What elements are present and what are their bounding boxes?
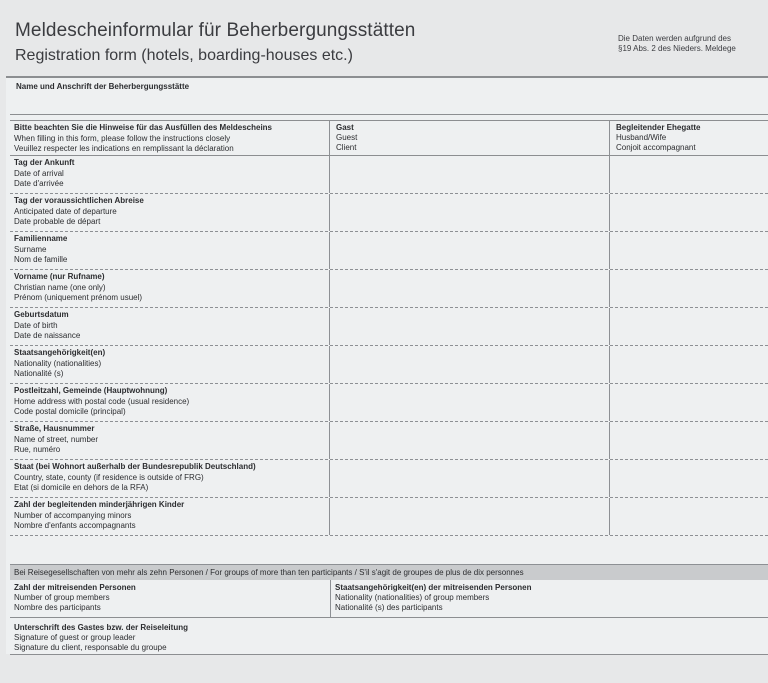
guest-entry-cell[interactable]: [330, 308, 610, 345]
group-count-en: Number of group members: [14, 593, 110, 602]
field-label-fr: Prénom (uniquement prénom usuel): [14, 293, 143, 302]
guest-entry-cell[interactable]: [330, 232, 610, 269]
signature-fr: Signature du client, responsable du groupe: [14, 643, 167, 652]
instructions-fr: Veuillez respecter les indications en remplissant la déclaration: [14, 144, 234, 153]
field-label-fr: Nombre d'enfants accompagnants: [14, 521, 136, 530]
establishment-label: Name und Anschrift der Beherbergungsstätte: [16, 82, 190, 91]
guest-de: Gast: [336, 123, 354, 132]
group-nationality-en: Nationality (nationalities) of group members: [335, 593, 490, 602]
field-label: [10, 346, 330, 383]
group-nationality-de: Staatsangehörigkeit(en) der mitreisenden Personen: [335, 583, 532, 592]
field-label-fr: Nom de famille: [14, 255, 68, 264]
table-row: [10, 498, 768, 536]
table-row: [10, 422, 768, 460]
field-label-fr: Nationalité (s): [14, 369, 64, 378]
group-nationality-fr: Nationalité (s) des participants: [335, 603, 443, 612]
field-label-fr: Rue, numéro: [14, 445, 61, 454]
guest-fr: Client: [336, 143, 357, 152]
field-label-fr: Etat (si domicile en dehors de la RFA): [14, 483, 149, 492]
spouse-de: Begleitender Ehegatte: [616, 123, 701, 132]
field-label: [10, 232, 330, 269]
guest-en: Guest: [336, 133, 358, 142]
group-count-de: Zahl der mitreisenden Personen: [14, 583, 136, 592]
instructions-en: When filling in this form, please follow the instructions closely: [14, 133, 231, 143]
field-label-de: Staat (bei Wohnort außerhalb der Bundesrepublik Deutschland): [14, 462, 256, 471]
table-row: [10, 460, 768, 498]
field-label-de: Staatsangehörigkeit(en): [14, 348, 106, 357]
fields-table: [10, 120, 768, 652]
legal-note: [618, 34, 736, 54]
field-label: [10, 194, 330, 231]
field-label: [10, 460, 330, 497]
signature-de: Unterschrift des Gastes bzw. der Reiseleitung: [14, 623, 188, 632]
table-row: [10, 346, 768, 384]
group-count-fr: Nombre des participants: [14, 603, 101, 612]
form-title-de: Meldescheinformular für Beherbergungsstätten: [15, 20, 416, 41]
spouse-entry-cell[interactable]: [610, 194, 768, 231]
field-label-de: Vorname (nur Rufname): [14, 272, 105, 281]
table-row: [10, 384, 768, 422]
field-label: [10, 384, 330, 421]
table-row: [10, 270, 768, 308]
field-label: [10, 308, 330, 345]
guest-entry-cell[interactable]: [330, 346, 610, 383]
guest-entry-cell[interactable]: [330, 270, 610, 307]
field-label-fr: Date d'arrivée: [14, 179, 64, 188]
spouse-entry-cell[interactable]: [610, 498, 768, 535]
legal-note-line-2: §19 Abs. 2 des Nieders. Meldege: [618, 44, 736, 53]
field-label-fr: Code postal domicile (principal): [14, 407, 126, 416]
table-row: [10, 232, 768, 270]
field-label-de: Zahl der begleitenden minderjährigen Kinder: [14, 500, 185, 509]
guest-entry-cell[interactable]: [330, 498, 610, 535]
spouse-entry-cell[interactable]: [610, 460, 768, 497]
table-row: [10, 156, 768, 194]
field-label: [10, 156, 330, 193]
spouse-entry-cell[interactable]: [610, 308, 768, 345]
field-label: [10, 498, 330, 535]
spouse-entry-cell[interactable]: [610, 384, 768, 421]
column-divider: [330, 580, 331, 617]
guest-entry-cell[interactable]: [330, 422, 610, 459]
group-count-field[interactable]: [14, 583, 136, 613]
field-label-en: Surname: [14, 244, 47, 254]
spouse-entry-cell[interactable]: [610, 346, 768, 383]
field-label-de: Tag der voraussichtlichen Abreise: [14, 196, 144, 205]
table-header-row: [10, 120, 768, 156]
field-label-de: Familienname: [14, 234, 68, 243]
spouse-en: Husband/Wife: [616, 133, 667, 142]
establishment-name-field[interactable]: [10, 78, 768, 115]
guest-entry-cell[interactable]: [330, 460, 610, 497]
spouse-fr: Conjoit accompagnant: [616, 143, 696, 152]
legal-note-line-1: Die Daten werden aufgrund des: [618, 34, 731, 43]
signature-en: Signature of guest or group leader: [14, 633, 136, 642]
field-label-en: Date of birth: [14, 320, 58, 330]
field-label-fr: Date de naissance: [14, 331, 81, 340]
table-row: [10, 308, 768, 346]
instructions-de: Bitte beachten Sie die Hinweise für das Ausfüllen des Meldescheins: [14, 123, 272, 132]
guest-column-header: [330, 121, 610, 155]
field-label-de: Postleitzahl, Gemeinde (Hauptwohnung): [14, 386, 168, 395]
field-label-en: Name of street, number: [14, 434, 99, 444]
spouse-entry-cell[interactable]: [610, 156, 768, 193]
spouse-entry-cell[interactable]: [610, 232, 768, 269]
field-label: [10, 422, 330, 459]
guest-entry-cell[interactable]: [330, 384, 610, 421]
guest-entry-cell[interactable]: [330, 194, 610, 231]
field-label-en: Country, state, county (if residence is outside of FRG): [14, 472, 204, 482]
field-label-en: Nationality (nationalities): [14, 358, 102, 368]
group-section-header: Bei Reisegesellschaften von mehr als zehn Personen / For groups of more than ten participants / S'il s'agit de groupes de plus de dix personnes: [10, 564, 768, 580]
signature-line: [10, 654, 768, 655]
guest-entry-cell[interactable]: [330, 156, 610, 193]
field-label-en: Date of arrival: [14, 168, 64, 178]
spouse-entry-cell[interactable]: [610, 270, 768, 307]
field-label-de: Tag der Ankunft: [14, 158, 75, 167]
field-label-en: Number of accompanying minors: [14, 510, 132, 520]
field-label-de: Straße, Hausnummer: [14, 424, 95, 433]
field-label-en: Christian name (one only): [14, 282, 106, 292]
group-nationality-field[interactable]: [335, 583, 532, 613]
field-label-de: Geburtsdatum: [14, 310, 69, 319]
field-label: [10, 270, 330, 307]
spouse-column-header: [610, 121, 768, 155]
field-label-en: Anticipated date of departure: [14, 206, 117, 216]
instructions-header: [10, 121, 330, 155]
registration-form: [6, 76, 768, 654]
spouse-entry-cell[interactable]: [610, 422, 768, 459]
signature-field[interactable]: [14, 623, 188, 653]
field-label-fr: Date probable de départ: [14, 217, 101, 226]
table-row: [10, 194, 768, 232]
group-section-row: [10, 580, 768, 618]
form-title-en: Registration form (hotels, boarding-houses etc.): [15, 47, 353, 64]
field-label-en: Home address with postal code (usual residence): [14, 396, 190, 406]
